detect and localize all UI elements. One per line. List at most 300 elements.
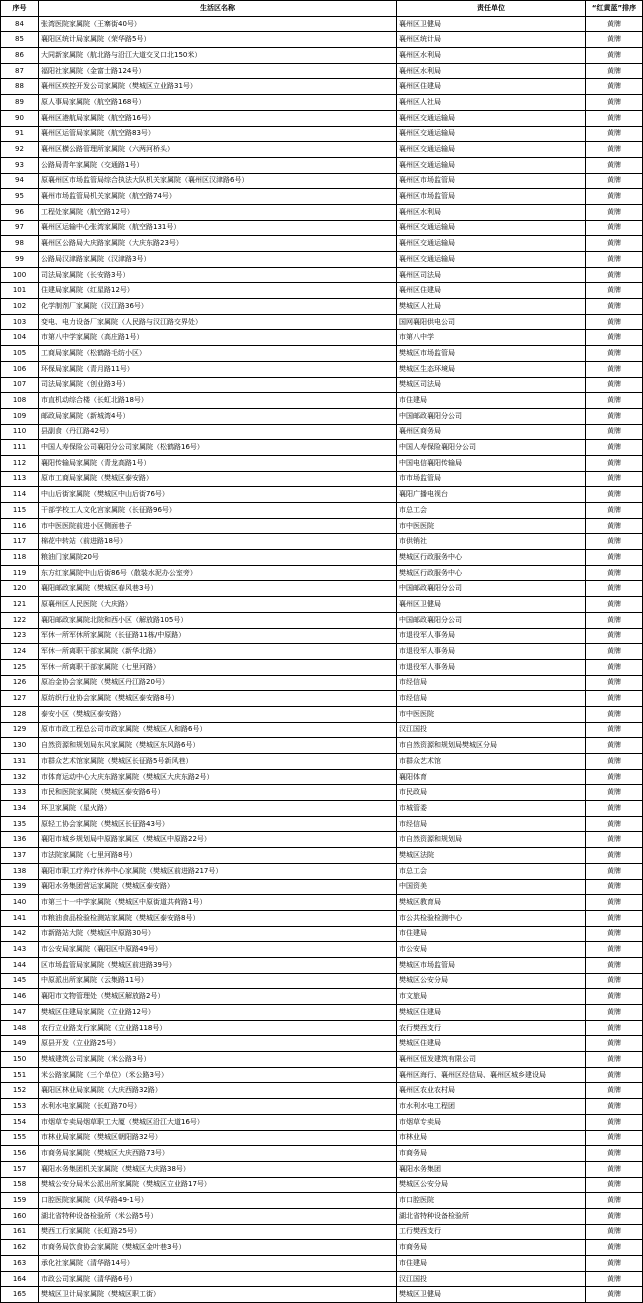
- area-name: 原市市政工程总公司市政家属院（樊城区人和路6号）: [39, 722, 397, 738]
- rating-badge: 黄牌: [586, 189, 643, 205]
- row-index: 116: [1, 518, 39, 534]
- table-row: [1, 1208, 643, 1224]
- area-name: 干部学校工人文化宫家属院（长征路96号）: [39, 503, 397, 519]
- responsible-unit: 汉江国投: [397, 1271, 586, 1287]
- table-row: [1, 1130, 643, 1146]
- row-index: 133: [1, 785, 39, 801]
- table-row: [1, 32, 643, 48]
- rating-badge: 黄牌: [586, 142, 643, 158]
- responsible-unit: 市群众艺术馆: [397, 754, 586, 770]
- area-name: 襄阳水务集团营运家属院（樊城区泰安路）: [39, 879, 397, 895]
- row-index: 88: [1, 79, 39, 95]
- responsible-unit: 中国人寿保险襄阳分公司: [397, 440, 586, 456]
- rating-badge: 黄牌: [586, 455, 643, 471]
- area-name: 市政公司家属院（清华路6号）: [39, 1271, 397, 1287]
- responsible-unit: 市中医医院: [397, 518, 586, 534]
- rating-badge: 黄牌: [586, 989, 643, 1005]
- row-index: 94: [1, 173, 39, 189]
- table-row: [1, 1177, 643, 1193]
- area-name: 襄阳邮政家属院（樊城区春风巷3号）: [39, 581, 397, 597]
- row-index: 118: [1, 550, 39, 566]
- rating-badge: 黄牌: [586, 1193, 643, 1209]
- responsible-unit: 樊城区生态环境局: [397, 361, 586, 377]
- table-row: [1, 267, 643, 283]
- table-row: [1, 377, 643, 393]
- header-rating: “红黄蓝”排序: [586, 1, 643, 17]
- area-name: 承化社家属院（清华路14号）: [39, 1256, 397, 1272]
- row-index: 122: [1, 612, 39, 628]
- area-name: 泰安小区（樊城区泰安路）: [39, 706, 397, 722]
- row-index: 132: [1, 769, 39, 785]
- responsible-unit: 市退役军人事务局: [397, 644, 586, 660]
- responsible-unit: 襄州区住建局: [397, 283, 586, 299]
- area-name: 市粮油食品检验检测站家属院（樊城区泰安路8号）: [39, 910, 397, 926]
- responsible-unit: 市经信局: [397, 816, 586, 832]
- rating-badge: 黄牌: [586, 283, 643, 299]
- responsible-unit: 市口腔医院: [397, 1193, 586, 1209]
- rating-badge: 黄牌: [586, 1271, 643, 1287]
- responsible-unit: 襄州区交通运输局: [397, 157, 586, 173]
- row-index: 138: [1, 863, 39, 879]
- row-index: 141: [1, 910, 39, 926]
- responsible-unit: 中国邮政襄阳分公司: [397, 612, 586, 628]
- table-row: [1, 910, 643, 926]
- table-row: [1, 440, 643, 456]
- responsible-unit: 樊城区公安分局: [397, 1177, 586, 1193]
- rating-badge: 黄牌: [586, 1114, 643, 1130]
- area-name: 大同新家属院（航北路与沿江大道交叉口北150米）: [39, 48, 397, 64]
- responsible-unit: 市经信局: [397, 675, 586, 691]
- rating-badge: 黄牌: [586, 691, 643, 707]
- row-index: 111: [1, 440, 39, 456]
- row-index: 165: [1, 1287, 39, 1303]
- table-row: [1, 1052, 643, 1068]
- row-index: 135: [1, 816, 39, 832]
- rating-badge: 黄牌: [586, 1036, 643, 1052]
- responsible-unit: 襄州区卫健局: [397, 16, 586, 32]
- rating-badge: 黄牌: [586, 659, 643, 675]
- row-index: 147: [1, 1005, 39, 1021]
- area-name: 襄阳市文物管理处（樊城区解放路2号）: [39, 989, 397, 1005]
- responsible-unit: 樊城区卫健局: [397, 1287, 586, 1303]
- row-index: 128: [1, 706, 39, 722]
- area-name: 司法局家属院（创业路3号）: [39, 377, 397, 393]
- area-name: 市新路站大院（樊城区中原路30号）: [39, 926, 397, 942]
- row-index: 115: [1, 503, 39, 519]
- rating-badge: 黄牌: [586, 612, 643, 628]
- rating-badge: 黄牌: [586, 926, 643, 942]
- table-row: [1, 173, 643, 189]
- rating-badge: 黄牌: [586, 722, 643, 738]
- area-name: 区市场监管局家属院（樊城区前进路39号）: [39, 957, 397, 973]
- rating-badge: 黄牌: [586, 879, 643, 895]
- table-row: [1, 832, 643, 848]
- area-name: 原襄州区人民医院（大庆路）: [39, 597, 397, 613]
- row-index: 161: [1, 1224, 39, 1240]
- row-index: 158: [1, 1177, 39, 1193]
- rating-badge: 黄牌: [586, 1256, 643, 1272]
- table-row: [1, 189, 643, 205]
- area-name: 市第三十一中学家属院（樊城区中原街道共荷路1号）: [39, 895, 397, 911]
- responsible-unit: 市文旅局: [397, 989, 586, 1005]
- table-row: [1, 408, 643, 424]
- responsible-unit: 中国电信襄阳传输局: [397, 455, 586, 471]
- area-name: 原轻工协会家属院（樊城区长征路43号）: [39, 816, 397, 832]
- rating-badge: 黄牌: [586, 816, 643, 832]
- rating-badge: 黄牌: [586, 675, 643, 691]
- row-index: 124: [1, 644, 39, 660]
- rating-badge: 黄牌: [586, 785, 643, 801]
- area-name: 公路局汉津路家属院（汉津路3号）: [39, 252, 397, 268]
- rating-badge: 黄牌: [586, 1005, 643, 1021]
- row-index: 129: [1, 722, 39, 738]
- responsible-unit: 襄州区水利局: [397, 204, 586, 220]
- row-index: 153: [1, 1099, 39, 1115]
- responsible-unit: 市总工会: [397, 863, 586, 879]
- table-row: [1, 565, 643, 581]
- area-name: 襄阳区林业局家属院（大庆西路32路）: [39, 1083, 397, 1099]
- row-index: 102: [1, 299, 39, 315]
- table-row: [1, 346, 643, 362]
- row-index: 125: [1, 659, 39, 675]
- area-name: 樊西工行家属院（长虹路25号）: [39, 1224, 397, 1240]
- table-row: [1, 330, 643, 346]
- responsible-unit: 襄州区交通运输局: [397, 252, 586, 268]
- area-name: 司法局家属院（长安路3号）: [39, 267, 397, 283]
- table-row: [1, 1161, 643, 1177]
- area-name: 公路局青年家属院（交通路1号）: [39, 157, 397, 173]
- rating-badge: 黄牌: [586, 518, 643, 534]
- row-index: 104: [1, 330, 39, 346]
- area-name: 县副食（丹江路42号）: [39, 424, 397, 440]
- area-name: 原襄州区市场监管局综合执法大队机关家属院（襄州区汉津路6号）: [39, 173, 397, 189]
- responsible-unit: 襄州区司法局: [397, 267, 586, 283]
- table-row: [1, 722, 643, 738]
- table-row: [1, 1224, 643, 1240]
- rating-badge: 黄牌: [586, 173, 643, 189]
- row-index: 90: [1, 110, 39, 126]
- area-name: 襄州区横公路管理所家属院（六两河桥头）: [39, 142, 397, 158]
- area-name: 襄州市场监管局机关家属院（航空路74号）: [39, 189, 397, 205]
- area-name: 住建局家属院（红星路12号）: [39, 283, 397, 299]
- table-row: [1, 879, 643, 895]
- rating-badge: 黄牌: [586, 408, 643, 424]
- table-row: [1, 895, 643, 911]
- table-row: [1, 675, 643, 691]
- responsible-unit: 襄州区农业农村局: [397, 1083, 586, 1099]
- header-responsible-unit: 责任单位: [397, 1, 586, 17]
- row-index: 137: [1, 848, 39, 864]
- rating-badge: 黄牌: [586, 424, 643, 440]
- rating-badge: 黄牌: [586, 895, 643, 911]
- area-name: 环保局家属院（青月路11号）: [39, 361, 397, 377]
- table-row: [1, 95, 643, 111]
- responsible-unit: 樊城区市场监管局: [397, 346, 586, 362]
- responsible-unit: 襄州区水利局: [397, 63, 586, 79]
- table-row: [1, 220, 643, 236]
- rating-badge: 黄牌: [586, 1099, 643, 1115]
- responsible-unit: 市供销社: [397, 534, 586, 550]
- rating-badge: 黄牌: [586, 79, 643, 95]
- rating-badge: 黄牌: [586, 220, 643, 236]
- row-index: 114: [1, 487, 39, 503]
- row-index: 109: [1, 408, 39, 424]
- area-name: 环卫家属院（星火路）: [39, 801, 397, 817]
- responsible-unit: 樊城区教育局: [397, 895, 586, 911]
- responsible-unit: 襄州区交通运输局: [397, 142, 586, 158]
- responsible-unit: 中国邮政襄阳分公司: [397, 581, 586, 597]
- row-index: 121: [1, 597, 39, 613]
- row-index: 145: [1, 973, 39, 989]
- responsible-unit: 中国邮政襄阳分公司: [397, 408, 586, 424]
- responsible-unit: 市自然资源和规划局: [397, 832, 586, 848]
- row-index: 97: [1, 220, 39, 236]
- row-index: 84: [1, 16, 39, 32]
- area-name: 原人事局家属院（航空路168号）: [39, 95, 397, 111]
- row-index: 149: [1, 1036, 39, 1052]
- table-row: [1, 597, 643, 613]
- responsible-unit: 汉江国投: [397, 722, 586, 738]
- rating-badge: 黄牌: [586, 769, 643, 785]
- table-row: [1, 503, 643, 519]
- area-name: 湖北省特种设备检验所（米公路5号）: [39, 1208, 397, 1224]
- table-row: [1, 518, 643, 534]
- responsible-unit: 襄州区恒发建筑有限公司: [397, 1052, 586, 1068]
- row-index: 101: [1, 283, 39, 299]
- table-row: [1, 644, 643, 660]
- responsible-unit: 市总工会: [397, 503, 586, 519]
- row-index: 152: [1, 1083, 39, 1099]
- row-index: 162: [1, 1240, 39, 1256]
- table-row: [1, 863, 643, 879]
- responsible-unit: 市公安局: [397, 942, 586, 958]
- row-index: 142: [1, 926, 39, 942]
- area-name: 中国人寿保险公司襄阳分公司家属院（松鹤路16号）: [39, 440, 397, 456]
- row-index: 126: [1, 675, 39, 691]
- responsible-unit: 市住建局: [397, 393, 586, 409]
- rating-badge: 黄牌: [586, 361, 643, 377]
- rating-badge: 黄牌: [586, 330, 643, 346]
- rating-badge: 黄牌: [586, 581, 643, 597]
- table-row: [1, 754, 643, 770]
- rating-badge: 黄牌: [586, 1161, 643, 1177]
- responsible-unit: 襄州区交通运输局: [397, 236, 586, 252]
- rating-badge: 黄牌: [586, 440, 643, 456]
- row-index: 127: [1, 691, 39, 707]
- row-index: 96: [1, 204, 39, 220]
- table-row: [1, 1036, 643, 1052]
- table-row: [1, 1067, 643, 1083]
- header-index: 序号: [1, 1, 39, 17]
- row-index: 117: [1, 534, 39, 550]
- responsible-unit: 市公共检验检测中心: [397, 910, 586, 926]
- rating-badge: 黄牌: [586, 110, 643, 126]
- responsible-unit: 市住建局: [397, 926, 586, 942]
- row-index: 157: [1, 1161, 39, 1177]
- area-name: 农行立业路支行家属院（立业路118号）: [39, 1020, 397, 1036]
- area-name: 棉花中转站（前进路18号）: [39, 534, 397, 550]
- table-row: [1, 16, 643, 32]
- area-name: 邮政局家属院（新城湾4号）: [39, 408, 397, 424]
- rating-badge: 黄牌: [586, 832, 643, 848]
- rating-badge: 黄牌: [586, 377, 643, 393]
- responsible-unit: 湖北省特种设备检验所: [397, 1208, 586, 1224]
- area-name: 襄州区港航局家属院（航空路16号）: [39, 110, 397, 126]
- area-name: 襄州区疾控开发公司家属院（樊城区立业路31号）: [39, 79, 397, 95]
- responsible-unit: 樊城区行政服务中心: [397, 565, 586, 581]
- row-index: 150: [1, 1052, 39, 1068]
- table-row: [1, 1256, 643, 1272]
- rating-badge: 黄牌: [586, 565, 643, 581]
- area-name: 军休一所离职干部家属院（七里河路）: [39, 659, 397, 675]
- area-name: 襄阳市城乡规划局中原路家属区（樊城区中原路22号）: [39, 832, 397, 848]
- responsible-unit: 樊城区人社局: [397, 299, 586, 315]
- table-row: [1, 1240, 643, 1256]
- area-name: 张湾医院家属院（王寨街40号）: [39, 16, 397, 32]
- area-name: 变电、电力设备厂家属院（人民路与汉江路交界处）: [39, 314, 397, 330]
- responsible-unit: 襄州区市场监管局: [397, 189, 586, 205]
- area-name: 原冶金协会家属院（樊城区丹江路20号）: [39, 675, 397, 691]
- table-row: [1, 63, 643, 79]
- row-index: 164: [1, 1271, 39, 1287]
- rating-badge: 黄牌: [586, 393, 643, 409]
- responsible-unit: 襄州区卫健局: [397, 597, 586, 613]
- area-name: 化学制剂厂家属院（汉江路36号）: [39, 299, 397, 315]
- row-index: 140: [1, 895, 39, 911]
- responsible-unit: 市自然资源和规划局樊城区分局: [397, 738, 586, 754]
- row-index: 108: [1, 393, 39, 409]
- rating-badge: 黄牌: [586, 973, 643, 989]
- row-index: 113: [1, 471, 39, 487]
- responsible-unit: 市经信局: [397, 691, 586, 707]
- table-header-row: [1, 1, 643, 17]
- area-name: 襄州区公路局大庆路家属院（大庆东路23号）: [39, 236, 397, 252]
- responsible-unit: 市第八中学: [397, 330, 586, 346]
- area-name: 军休一所离职干部家属院（新华北路）: [39, 644, 397, 660]
- area-name: 市民和医院家属院（樊城区泰安路6号）: [39, 785, 397, 801]
- table-row: [1, 612, 643, 628]
- responsible-unit: 樊城区住建局: [397, 1036, 586, 1052]
- row-index: 131: [1, 754, 39, 770]
- rating-badge: 黄牌: [586, 534, 643, 550]
- area-name: 原县开发（立业路25号）: [39, 1036, 397, 1052]
- table-row: [1, 957, 643, 973]
- rating-badge: 黄牌: [586, 550, 643, 566]
- area-name: 襄州区运输中心张湾家属院（航空路131号）: [39, 220, 397, 236]
- table-row: [1, 236, 643, 252]
- responsible-unit: 市中医医院: [397, 706, 586, 722]
- row-index: 130: [1, 738, 39, 754]
- row-index: 99: [1, 252, 39, 268]
- area-name: 市商务局饮食协会家属院（樊城区金叶巷3号）: [39, 1240, 397, 1256]
- row-index: 120: [1, 581, 39, 597]
- rating-badge: 黄牌: [586, 957, 643, 973]
- responsible-unit: 市退役军人事务局: [397, 659, 586, 675]
- table-row: [1, 769, 643, 785]
- header-area-name: 生活区名称: [39, 1, 397, 17]
- rating-badge: 黄牌: [586, 738, 643, 754]
- rating-badge: 黄牌: [586, 1240, 643, 1256]
- table-row: [1, 79, 643, 95]
- row-index: 86: [1, 48, 39, 64]
- responsible-unit: 国网襄阳供电公司: [397, 314, 586, 330]
- rating-badge: 黄牌: [586, 95, 643, 111]
- responsible-unit: 市退役军人事务局: [397, 628, 586, 644]
- table-row: [1, 706, 643, 722]
- row-index: 163: [1, 1256, 39, 1272]
- rating-badge: 黄牌: [586, 236, 643, 252]
- responsible-unit: 襄州区统计局: [397, 32, 586, 48]
- responsible-unit: 襄州区交通运输局: [397, 220, 586, 236]
- row-index: 105: [1, 346, 39, 362]
- responsible-unit: 中国资美: [397, 879, 586, 895]
- row-index: 154: [1, 1114, 39, 1130]
- area-name: 樊城区住建局家属院（立业路12号）: [39, 1005, 397, 1021]
- rating-badge: 黄牌: [586, 126, 643, 142]
- area-name: 市第八中学家属院（高庄路1号）: [39, 330, 397, 346]
- area-name: 东方红家属院中山后街86号（散装水泥办公室旁）: [39, 565, 397, 581]
- row-index: 139: [1, 879, 39, 895]
- table-row: [1, 785, 643, 801]
- area-name: 自然资源和规划局东风家属院（樊城区东风路6号）: [39, 738, 397, 754]
- row-index: 136: [1, 832, 39, 848]
- rating-badge: 黄牌: [586, 299, 643, 315]
- rating-badge: 黄牌: [586, 942, 643, 958]
- rating-badge: 黄牌: [586, 157, 643, 173]
- area-name: 襄阳市职工疗养疗休养中心家属院（樊城区前进路217号）: [39, 863, 397, 879]
- responsible-unit: 襄州区住建局: [397, 79, 586, 95]
- area-name: 市公安局家属院（襄阳区中原路49号）: [39, 942, 397, 958]
- rating-badge: 黄牌: [586, 1067, 643, 1083]
- rating-badge: 黄牌: [586, 1020, 643, 1036]
- area-name: 襄阳区统计局家属院（荣华路5号）: [39, 32, 397, 48]
- rating-badge: 黄牌: [586, 48, 643, 64]
- responsible-unit: 襄州区水利局: [397, 48, 586, 64]
- row-index: 85: [1, 32, 39, 48]
- responsible-unit: 襄阳广播电视台: [397, 487, 586, 503]
- table-row: [1, 471, 643, 487]
- row-index: 146: [1, 989, 39, 1005]
- responsible-unit: 樊城区住建局: [397, 1005, 586, 1021]
- area-name: 工商局家属院（松鹤路毛纺小区）: [39, 346, 397, 362]
- rating-badge: 黄牌: [586, 1083, 643, 1099]
- table-row: [1, 581, 643, 597]
- row-index: 89: [1, 95, 39, 111]
- table-row: [1, 848, 643, 864]
- responsible-unit: 农行樊西支行: [397, 1020, 586, 1036]
- area-name: 中山后街家属院（樊城区中山后街76号）: [39, 487, 397, 503]
- area-name: 襄阳邮政家属院北院和西小区（解放路105号）: [39, 612, 397, 628]
- row-index: 144: [1, 957, 39, 973]
- responsible-unit: 樊城区司法局: [397, 377, 586, 393]
- row-index: 159: [1, 1193, 39, 1209]
- table-row: [1, 1287, 643, 1303]
- responsible-unit: 市商务局: [397, 1146, 586, 1162]
- table-row: [1, 455, 643, 471]
- responsible-unit: 市市场监管局: [397, 471, 586, 487]
- table-row: [1, 926, 643, 942]
- row-index: 92: [1, 142, 39, 158]
- area-name: 粮油门家属院20号: [39, 550, 397, 566]
- table-row: [1, 252, 643, 268]
- area-name: 市商务局家属院（樊城区大庆西路73号）: [39, 1146, 397, 1162]
- table-row: [1, 157, 643, 173]
- table-row: [1, 550, 643, 566]
- rating-badge: 黄牌: [586, 1052, 643, 1068]
- area-name: 市中医医院前进小区侧面巷子: [39, 518, 397, 534]
- rating-badge: 黄牌: [586, 597, 643, 613]
- rating-badge: 黄牌: [586, 346, 643, 362]
